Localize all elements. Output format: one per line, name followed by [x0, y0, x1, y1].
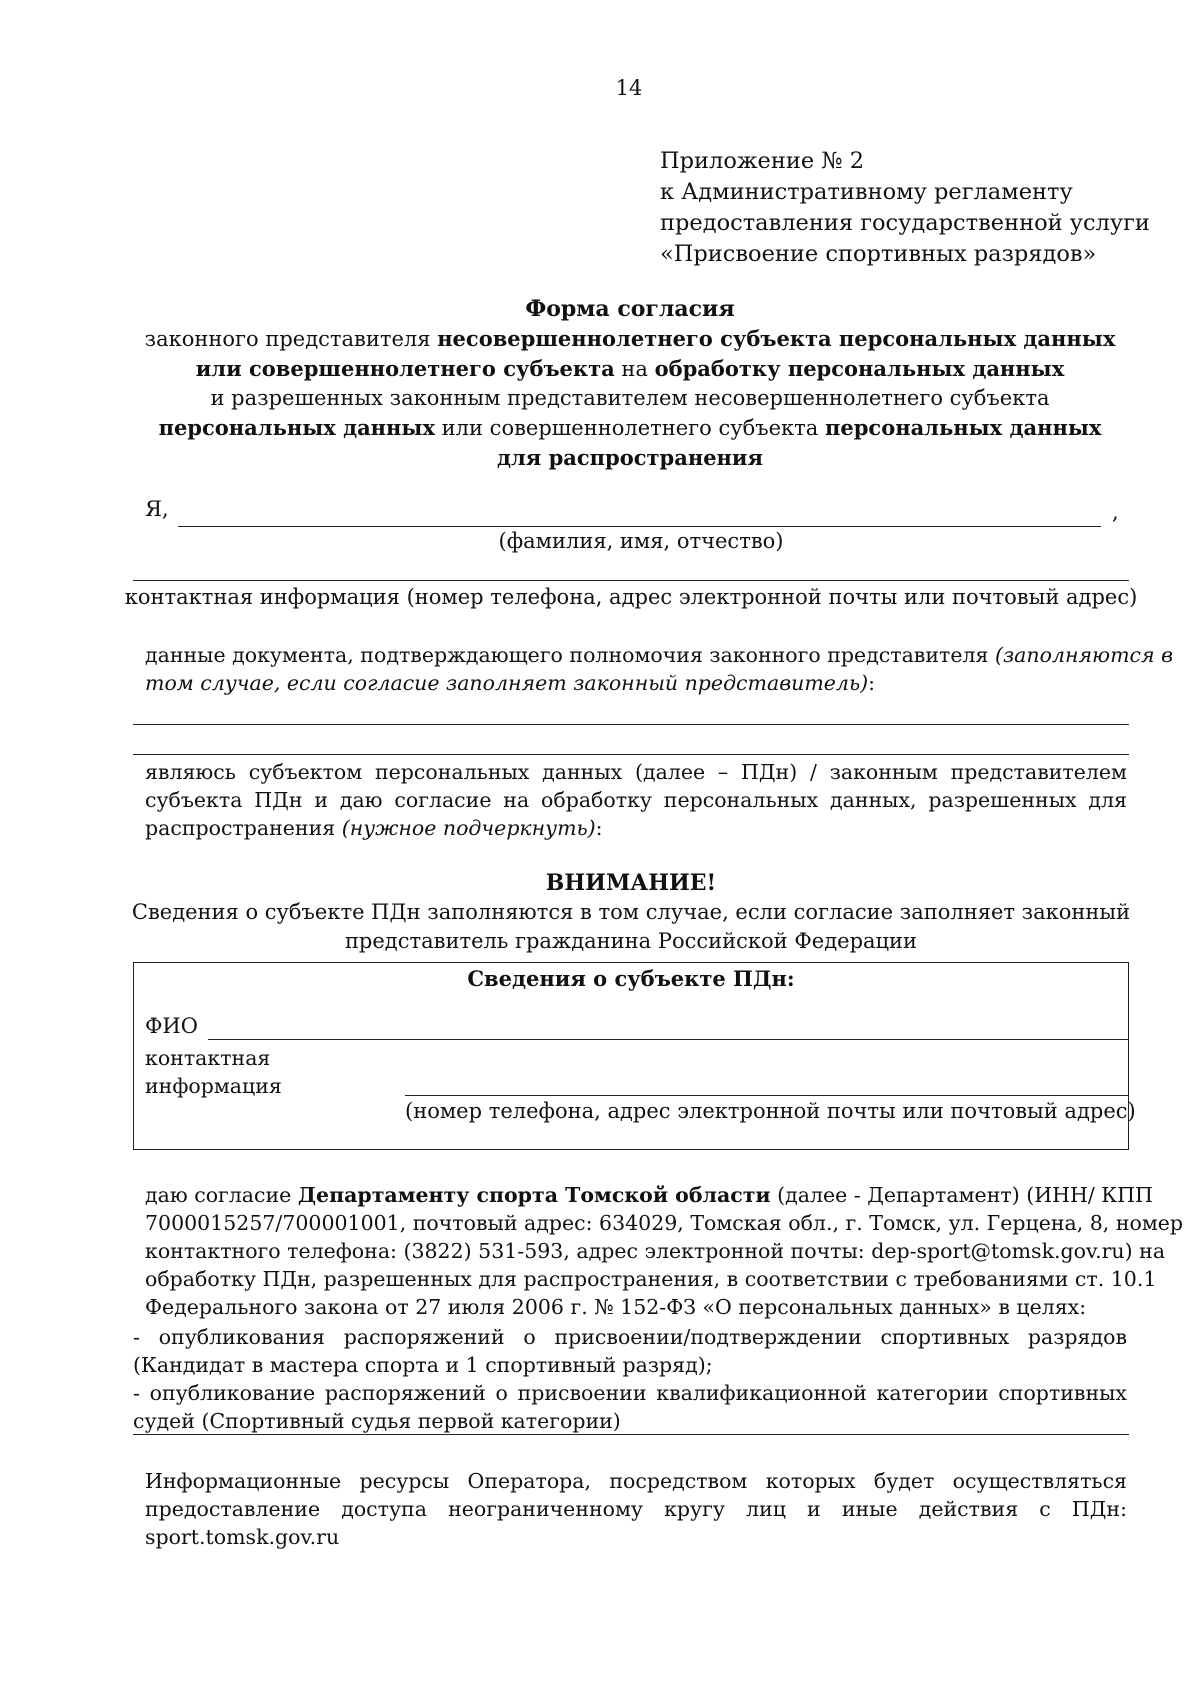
form-title-line-5: персональных данных или совершеннолетнего субъекта персональных данных: [158, 415, 1102, 440]
fio-input-line[interactable]: [178, 526, 1101, 527]
fio-comma: ,: [1112, 500, 1119, 524]
subject-line-1: являюсь субъектом персональных данных (далее – ПДн) / законным представителем: [145, 760, 1127, 784]
consent-line-4: обработку ПДн, разрешенных для распространения, в соответствии с требованиями ст. 10.1: [145, 1267, 1157, 1291]
page-number: 14: [615, 76, 643, 100]
appendix-line-3: предоставления государственной услуги: [660, 210, 1150, 236]
form-title-line-6: для распространения: [496, 445, 764, 470]
subject-contact-label-2: информация: [145, 1074, 282, 1098]
resources-line-1: Информационные ресурсы Оператора, посредством которых будет осуществляться: [145, 1469, 1127, 1493]
resources-paragraph: [145, 1467, 1127, 1551]
appendix-line-1: Приложение № 2: [660, 148, 865, 174]
form-title-line-4: и разрешенных законным представителем несовершеннолетнего субъекта: [210, 386, 1050, 410]
document-input-line-2[interactable]: [133, 754, 1129, 755]
form-title: [125, 295, 1135, 473]
resources-line-2: предоставление доступа неограниченному кругу лиц и иные действия с ПДн:: [145, 1497, 1127, 1521]
attention-heading: ВНИМАНИЕ!: [545, 870, 717, 896]
appendix-line-2: к Административному регламенту: [660, 179, 1073, 205]
subject-contact-caption: (номер телефона, адрес электронной почты или почтовый адрес): [405, 1099, 1136, 1123]
purposes-underline: [133, 1434, 1129, 1435]
purpose-2-line-1: - опубликование распоряжений о присвоении квалификационной категории спортивных: [133, 1381, 1127, 1405]
consent-line-2: 7000015257/700001001, почтовый адрес: 634029, Томская обл., г. Томск, ул. Герцена, 8, номер: [145, 1211, 1184, 1235]
appendix-line-4: «Присвоение спортивных разрядов»: [660, 241, 1097, 267]
purpose-2-line-2: судей (Спортивный судья первой категории): [133, 1409, 621, 1433]
form-title-line-3: или совершеннолетнего субъекта на обработку персональных данных: [195, 356, 1065, 381]
subject-box-heading: Сведения о субъекте ПДн:: [467, 966, 795, 991]
consent-line-1: даю согласие Департаменту спорта Томской области (далее - Департамент) (ИНН/ КПП: [145, 1183, 1153, 1207]
appendix-header: [660, 146, 1150, 270]
form-title-heading: Форма согласия: [525, 296, 735, 322]
resources-line-3: sport.tomsk.gov.ru: [145, 1525, 340, 1549]
purpose-1-line-2: (Кандидат в мастера спорта и 1 спортивный разряд);: [133, 1353, 713, 1377]
consent-line-3: контактного телефона: (3822) 531-593, адрес электронной почты: dep-sport@tomsk.gov.ru) на: [145, 1239, 1166, 1263]
subject-fio-label: ФИО: [145, 1014, 198, 1038]
subject-fio-input-line[interactable]: [208, 1039, 1129, 1040]
purpose-1-line-1: - опубликования распоряжений о присвоении/подтверждении спортивных разрядов: [133, 1325, 1127, 1349]
document-data-line-2: том случае, если согласие заполняет законный представитель):: [145, 671, 876, 695]
fio-caption: (фамилия, имя, отчество): [498, 529, 784, 553]
consent-purposes: [133, 1323, 1127, 1435]
subject-contact-input-line[interactable]: [405, 1095, 1129, 1096]
document-input-line-1[interactable]: [133, 724, 1129, 725]
document-data-line-1: данные документа, подтверждающего полномочия законного представителя (заполняются в: [145, 643, 1174, 667]
contact-caption: контактная информация (номер телефона, адрес электронной почты или почтовый адрес): [124, 585, 1138, 609]
subject-contact-label-1: контактная: [145, 1046, 271, 1070]
consent-line-5: Федерального закона от 27 июля 2006 г. № 152-ФЗ «О персональных данных» в целях:: [145, 1295, 1087, 1319]
subject-paragraph: [145, 758, 1127, 842]
subject-contact-label: [145, 1044, 282, 1100]
attention-line-1: Сведения о субъекте ПДн заполняются в том случае, если согласие заполняет законный: [131, 900, 1131, 924]
document-data-paragraph: [145, 641, 1174, 697]
subject-line-3: распространения (нужное подчеркнуть):: [145, 816, 603, 840]
consent-paragraph: [145, 1181, 1184, 1321]
ya-label: Я,: [145, 497, 169, 521]
attention-block: [0, 869, 1200, 956]
subject-line-2: субъекта ПДн и даю согласие на обработку персональных данных, разрешенных для: [145, 788, 1127, 812]
attention-line-2: представитель гражданина Российской Федерации: [344, 929, 918, 953]
form-title-line-2: законного представителя несовершеннолетнего субъекта персональных данных: [144, 326, 1116, 351]
contact-input-line[interactable]: [133, 580, 1129, 581]
